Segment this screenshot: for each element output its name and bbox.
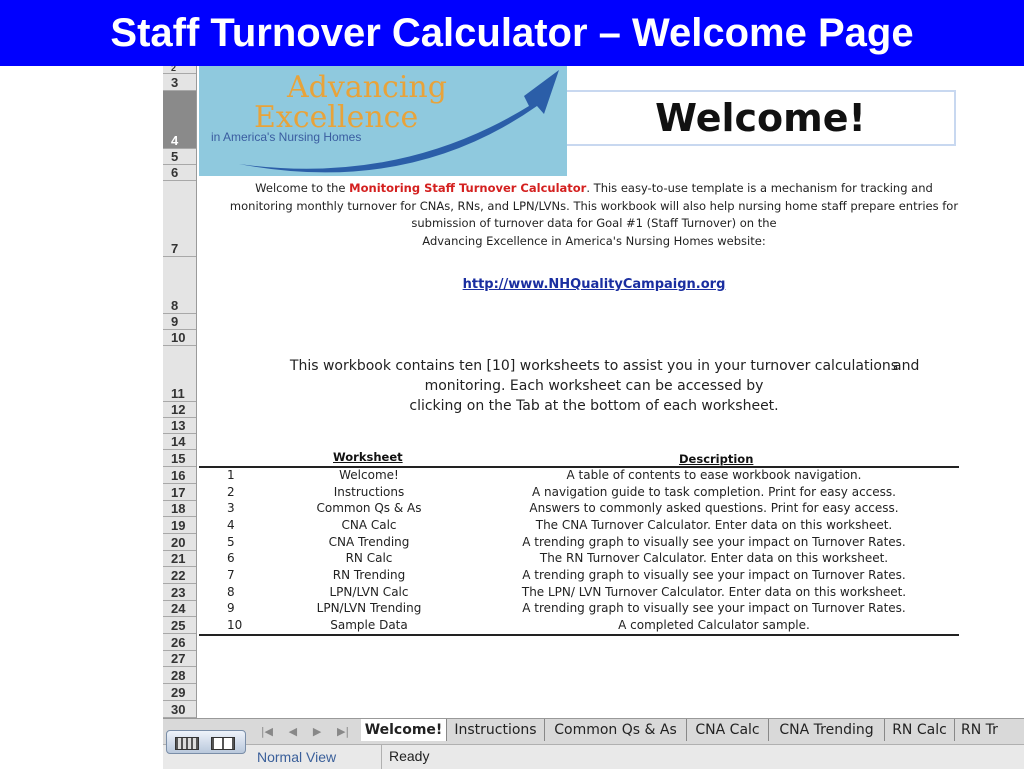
row-number[interactable]: 19 — [163, 517, 196, 534]
row-header — [163, 66, 197, 718]
worksheet-number: 7 — [227, 568, 235, 582]
table-row[interactable] — [199, 501, 959, 518]
table-row[interactable] — [199, 618, 959, 635]
page-layout-icon[interactable] — [211, 737, 235, 750]
worksheet-number: 6 — [227, 551, 235, 565]
row-number[interactable]: 8 — [163, 257, 196, 314]
row-number[interactable]: 3 — [163, 74, 196, 91]
intro-text: submission of turnover data for Goal #1 (Staff Turnover) on the — [411, 216, 777, 230]
row-number[interactable]: 7 — [163, 181, 196, 257]
workbook-paragraph — [199, 356, 989, 416]
row-number[interactable]: 10 — [163, 330, 196, 346]
row-number[interactable]: 20 — [163, 534, 196, 551]
table-row[interactable] — [199, 601, 959, 618]
workbook-text: This workbook contains ten [10] worksheets to assist you in your turnover calculations — [289, 358, 899, 374]
worksheet-description: A navigation guide to task completion. Print for easy access. — [532, 485, 896, 499]
row-number[interactable]: 26 — [163, 634, 196, 651]
sheet-tab-bar — [163, 718, 1024, 745]
prev-sheet-icon[interactable]: ◀ — [288, 724, 298, 738]
status-divider — [381, 745, 382, 769]
row-number[interactable]: 27 — [163, 651, 196, 667]
row-number[interactable]: 23 — [163, 584, 196, 601]
tab-rn-trending[interactable]: RN Tr — [961, 722, 998, 738]
row-number[interactable]: 17 — [163, 484, 196, 501]
intro-paragraph — [199, 180, 989, 250]
worksheet-name: Instructions — [333, 485, 405, 499]
page-banner: Staff Turnover Calculator – Welcome Page — [0, 0, 1024, 66]
status-bar — [163, 744, 1024, 769]
tab-instructions[interactable]: Instructions — [447, 719, 545, 741]
worksheet-name: Welcome! — [339, 468, 399, 482]
worksheet-name: RN Calc — [345, 551, 393, 565]
table-row[interactable] — [199, 485, 959, 502]
intro-text: monitoring monthly turnover for CNAs, RNs, and LPN/LVNs. This workbook will also help nursing home staff prepare entries for — [229, 198, 959, 213]
row-number[interactable]: 25 — [163, 617, 196, 634]
row-number[interactable]: 12 — [163, 402, 196, 418]
worksheet-description: The LPN/ LVN Turnover Calculator. Enter data on this worksheet. — [521, 585, 907, 599]
worksheet-name: CNA Calc — [341, 518, 397, 532]
intro-text: Advancing Excellence in America's Nursing Homes website: — [422, 233, 766, 248]
row-number[interactable]: 9 — [163, 314, 196, 330]
row-number[interactable]: 21 — [163, 551, 196, 567]
worksheet-number: 10 — [227, 618, 243, 632]
tab-cna-calc[interactable]: CNA Calc — [687, 719, 769, 741]
tab-welcome[interactable]: Welcome! — [361, 719, 447, 741]
intro-text: Welcome to the — [255, 181, 350, 195]
row-number[interactable]: 24 — [163, 601, 196, 617]
row-number[interactable]: 15 — [163, 450, 196, 467]
workbook-text: monitoring. Each worksheet can be accessed by — [424, 378, 764, 394]
row-number[interactable]: 2 — [163, 66, 196, 74]
row-number[interactable]: 16 — [163, 467, 196, 484]
table-bottom-rule — [199, 634, 959, 636]
worksheet-number: 5 — [227, 535, 235, 549]
workbook-text: clicking on the Tab at the bottom of each worksheet. — [409, 398, 779, 414]
row-number[interactable]: 13 — [163, 418, 196, 434]
description-column-header: Description — [679, 452, 754, 466]
row-number[interactable]: 5 — [163, 149, 196, 165]
logo-tagline: in America's Nursing Homes — [211, 130, 362, 144]
worksheet-name: LPN/LVN Calc — [329, 585, 409, 599]
worksheet-number: 2 — [227, 485, 235, 499]
row-number[interactable]: 14 — [163, 434, 196, 450]
row-number[interactable]: 22 — [163, 567, 196, 584]
worksheet-column-header: Worksheet — [333, 450, 403, 464]
worksheet-description: The CNA Turnover Calculator. Enter data on this worksheet. — [535, 518, 893, 532]
worksheet-description: A trending graph to visually see your impact on Turnover Rates. — [522, 601, 906, 615]
worksheet-description: A completed Calculator sample. — [618, 618, 810, 632]
worksheet-number: 3 — [227, 501, 235, 515]
worksheet-number: 9 — [227, 601, 235, 615]
worksheet-name: Sample Data — [330, 618, 408, 632]
advancing-excellence-logo — [199, 66, 567, 176]
table-row[interactable] — [199, 468, 959, 485]
tab-rn-calc[interactable]: RN Calc — [885, 719, 955, 741]
worksheet-name: Common Qs & As — [316, 501, 422, 515]
tab-cna-trending[interactable]: CNA Trending — [769, 719, 885, 741]
row-number[interactable]: 29 — [163, 684, 196, 701]
row-number[interactable]: 6 — [163, 165, 196, 181]
view-toggle[interactable] — [166, 730, 246, 754]
row-number[interactable]: 18 — [163, 501, 196, 517]
worksheet-description: The RN Turnover Calculator. Enter data on this worksheet. — [539, 551, 889, 565]
row-number-selected[interactable]: 4 — [163, 91, 196, 149]
tab-common-qs[interactable]: Common Qs & As — [545, 719, 687, 741]
logo-text: Advancing — [287, 70, 447, 105]
table-row[interactable] — [199, 535, 959, 552]
spreadsheet-area[interactable] — [163, 66, 1024, 718]
worksheet-description: Answers to commonly asked questions. Print for easy access. — [529, 501, 899, 515]
row-number[interactable]: 30 — [163, 701, 196, 718]
worksheet-number: 1 — [227, 468, 235, 482]
status-text: Ready — [389, 748, 430, 764]
row-number[interactable]: 11 — [163, 346, 196, 402]
first-sheet-icon[interactable]: |◀ — [260, 724, 273, 738]
worksheet-name: CNA Trending — [328, 535, 410, 549]
worksheet-number: 8 — [227, 585, 235, 599]
tab-scroll-arrows[interactable] — [253, 721, 357, 741]
last-sheet-icon[interactable]: ▶| — [336, 724, 350, 738]
intro-text: . This easy-to-use template is a mechanism for tracking and — [586, 181, 933, 195]
welcome-heading: Welcome! — [567, 90, 956, 146]
view-mode-label: Normal View — [257, 749, 337, 765]
row-number[interactable]: 28 — [163, 667, 196, 684]
calculator-name: Monitoring Staff Turnover Calculator — [349, 181, 587, 195]
normal-view-icon[interactable] — [175, 737, 199, 750]
logo-text: Excellence — [254, 100, 419, 135]
worksheet-name: LPN/LVN Trending — [316, 601, 422, 615]
table-row[interactable] — [199, 568, 959, 585]
worksheet-number: 4 — [227, 518, 235, 532]
worksheet-description: A trending graph to visually see your impact on Turnover Rates. — [522, 535, 906, 549]
table-row[interactable] — [199, 585, 959, 602]
table-row[interactable] — [199, 518, 959, 535]
campaign-website-link[interactable]: http://www.NHQualityCampaign.org — [462, 277, 726, 292]
table-row[interactable] — [199, 551, 959, 568]
workbook-text: and — [893, 358, 920, 374]
worksheet-description: A table of contents to ease workbook navigation. — [566, 468, 862, 482]
next-sheet-icon[interactable]: ▶ — [312, 724, 322, 738]
worksheet-name: RN Trending — [332, 568, 406, 582]
worksheet-description: A trending graph to visually see your impact on Turnover Rates. — [522, 568, 906, 582]
